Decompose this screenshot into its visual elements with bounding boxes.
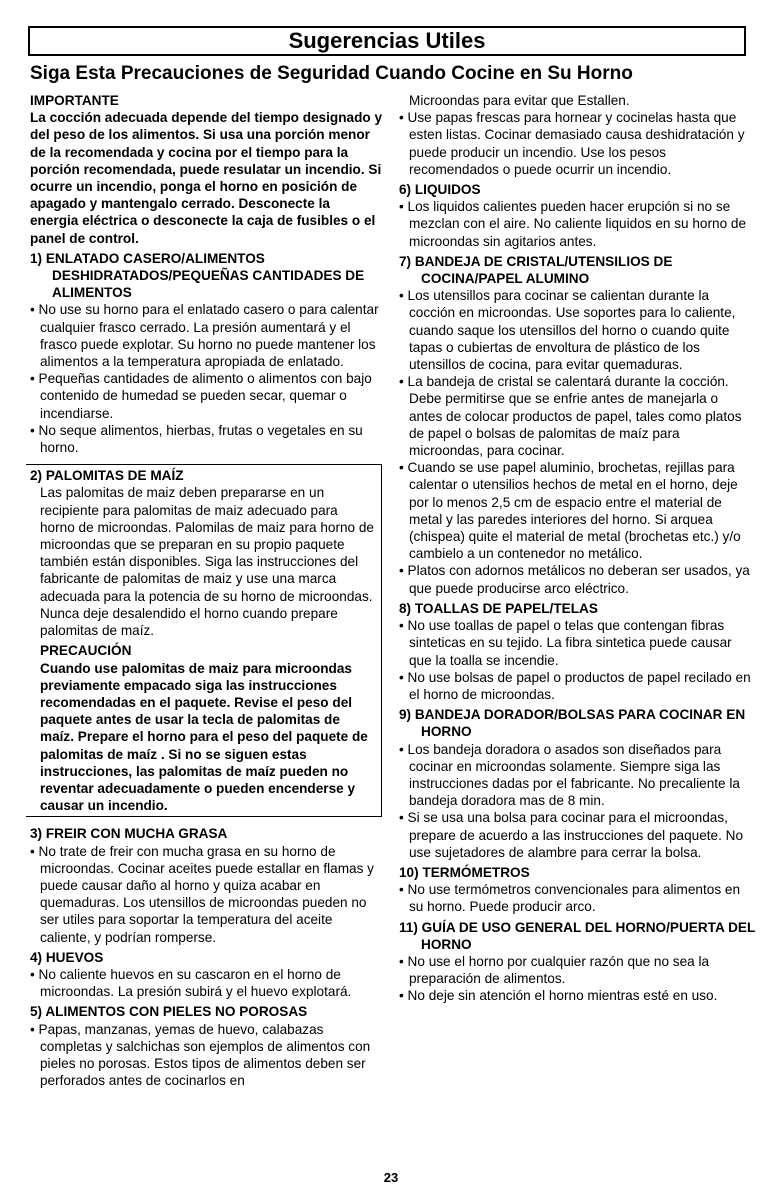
section-5-bullet-continued: Microondas para evitar que Estallen. xyxy=(409,93,630,108)
section-5-bullet: • Use papas frescas para hornear y cocinelas hasta que esten listas. Cocinar demasiado causa deshidratación y puede producir un incendio. Use los pesos recomendados o puede ocurrir un incendio. xyxy=(399,109,755,178)
page-subtitle: Siga Esta Precauciones de Seguridad Cuando Cocine en Su Horno xyxy=(30,63,633,84)
intro-heading: IMPORTANTE xyxy=(30,93,119,108)
section-7-bullet: • Los utensillos para cocinar se calientan durante la cocción en microondas. Use soportes para lo caliente, cuando saque los utensillos del horno o cuando quite tapas o cubiertas de envoltura de plástico de los utensillos de cocina, para evitar quemaduras. xyxy=(399,287,755,373)
section-6-heading: 6) LIQUIDOS xyxy=(399,182,481,198)
section-1-bullet: • No use su horno para el enlatado casero o para calentar cualquier frasco cerrado. La presión aumentará y el frasco puede explotar. Su horno no puede mantener los alimentos a la temperatura apropiada de enlatado. xyxy=(30,301,382,370)
section-1-heading: 1) ENLATADO CASERO/ALIMENTOS DESHIDRATADOS/PEQUEÑAS CANTIDADES DE ALIMENTOS xyxy=(30,250,365,301)
section-1-bullet: • Pequeñas cantidades de alimento o alimentos con bajo contenido de humedad se pueden secar, quemar o incendiarse. xyxy=(30,370,382,422)
section-7-bullet: • Cuando se use papel aluminio, brochetas, rejillas para calentar o utensilios hechos de metal en el horno, deje por lo menos 2,5 cm de espacio entre el material de metal y las paredes interiores del horno. Si arquea (chispea) quite el material de metal (brochetas etc.) y/o cambielo a un contenedor no metálico. xyxy=(399,459,755,562)
section-11-bullet: • No deje sin atención el horno mientras esté en uso. xyxy=(399,987,755,1004)
page-number: 23 xyxy=(383,1170,399,1185)
section-8-bullet: • No use bolsas de papel o productos de papel recilado en el horno de microondas. xyxy=(399,669,755,703)
intro-text: La cocción adecuada depende del tiempo designado y del peso de los alimentos. Si usa una porción menor de la recomendada y cocina por el tiempo para la porción recomendada, puede resulatar un incendio. Si ocurre un incendio, ponga el horno en posición de apagado y mantengalo cerrado. Desconecte la energia eléctrica o desconecte la caja de fusibles o el panel de control. xyxy=(30,110,383,246)
section-2-text: Las palomitas de maiz deben prepararse en un recipiente para palomitas de maiz adecuado para horno de microondas. Palomilas de maiz para horno de microondas que se preparan en su propio paquete también están disponibles. Siga las instrucciones del fabricante de palomitas de maiz y use una marca adecuada para la potencia de su horno de microondas. Nunca deje desalendido el horno cuando prepare palomitas de maíz. xyxy=(40,485,374,639)
section-8-heading: 8) TOALLAS DE PAPEL/TELAS xyxy=(399,600,598,616)
section-4-bullet: • No caliente huevos en su cascaron en el horno de microondas. La presión subirá y el huevo explotará. xyxy=(30,966,382,1000)
section-7-bullet: • Platos con adornos metálicos no deberan ser usados, ya que puede producirse arco eléctrico. xyxy=(399,562,755,596)
popcorn-box xyxy=(26,464,382,817)
section-7-heading: 7) BANDEJA DE CRISTAL/UTENSILIOS DE COCINA/PAPEL ALUMINO xyxy=(399,253,673,287)
caution-heading: PRECAUCIÓN xyxy=(40,643,132,659)
right-column xyxy=(399,92,755,1005)
page-title: Sugerencias Utiles xyxy=(28,26,746,56)
section-7-bullet: • La bandeja de cristal se calentará durante la cocción. Debe permitirse que se enfrie antes de manejarla o antes de colocar productos de papel, tales como platos de papel o bolsas de palomitas de maíz para microondas, para cocinar. xyxy=(399,373,755,459)
section-9-bullet: • Los bandeja doradora o asados son diseñados para cocinar en microondas solamente. Siempre siga las instrucciones dadas por el fabricante. No precaliente la bandeja doradora mas de 8 min. xyxy=(399,741,755,810)
section-5-heading: 5) ALIMENTOS CON PIELES NO POROSAS xyxy=(30,1004,308,1020)
section-10-bullet: • No use termómetros convencionales para alimentos en su horno. Puede producir arco. xyxy=(399,881,755,915)
section-2-heading: 2) PALOMITAS DE MAÍZ xyxy=(30,468,184,484)
section-3-bullet: • No trate de freir con mucha grasa en su horno de microondas. Cocinar aceites puede estallar en flamas y puede causar daño al horno y quiza acabar en quemaduras. Los utensillos de microondas pueden no ser utiles para soportar la temperatura del aceite caliente, y podrían romperse. xyxy=(30,843,382,946)
section-6-bullet: • Los liquidos calientes pueden hacer erupción si no se mezclan con el aire. No caliente liquidos en su horno de microondas sin agitarios antes. xyxy=(399,198,755,250)
caution-text: Cuando use palomitas de maiz para microondas previamente empacado siga las instrucciones recomendadas en el paquete. Revise el peso del paquete antes de usar la tecla de palomitas de maíz. Prepare el horno para el peso del paquete de palomitas de maíz . Si no se siguen estas instrucciones, las palomitas de maíz pueden no reventar adecuadamente o pueden encenderse y causar un incendio. xyxy=(40,660,368,814)
section-8-bullet: • No use toallas de papel o telas que contengan fibras sinteticas en su tejido. La fibra sintetica puede causar que la toalla se incendie. xyxy=(399,617,755,669)
section-1-bullet: • No seque alimentos, hierbas, frutas o vegetales en su horno. xyxy=(30,422,382,456)
section-10-heading: 10) TERMÓMETROS xyxy=(399,864,530,880)
section-4-heading: 4) HUEVOS xyxy=(30,949,104,965)
section-5-bullet: • Papas, manzanas, yemas de huevo, calabazas completas y salchichas son ejemplos de alimentos con pieles no porosas. Estos tipos de alimentos deben ser perforados antes de cocinarlos en xyxy=(30,1021,382,1090)
section-9-heading: 9) BANDEJA DORADOR/BOLSAS PARA COCINAR EN HORNO xyxy=(399,707,746,740)
section-9-bullet: • Si se usa una bolsa para cocinar para el microondas, prepare de acuerdo a las instrucciones del paquete. No use sujetadores de alambre para cerrar la bolsa. xyxy=(399,809,755,861)
section-11-heading: 11) GUÍA DE USO GENERAL DEL HORNO/PUERTA DEL HORNO xyxy=(399,919,756,952)
section-3-heading: 3) FREIR CON MUCHA GRASA xyxy=(30,826,228,842)
left-column xyxy=(30,92,382,1089)
section-11-bullet: • No use el horno por cualquier razón que no sea la preparación de alimentos. xyxy=(399,953,755,987)
